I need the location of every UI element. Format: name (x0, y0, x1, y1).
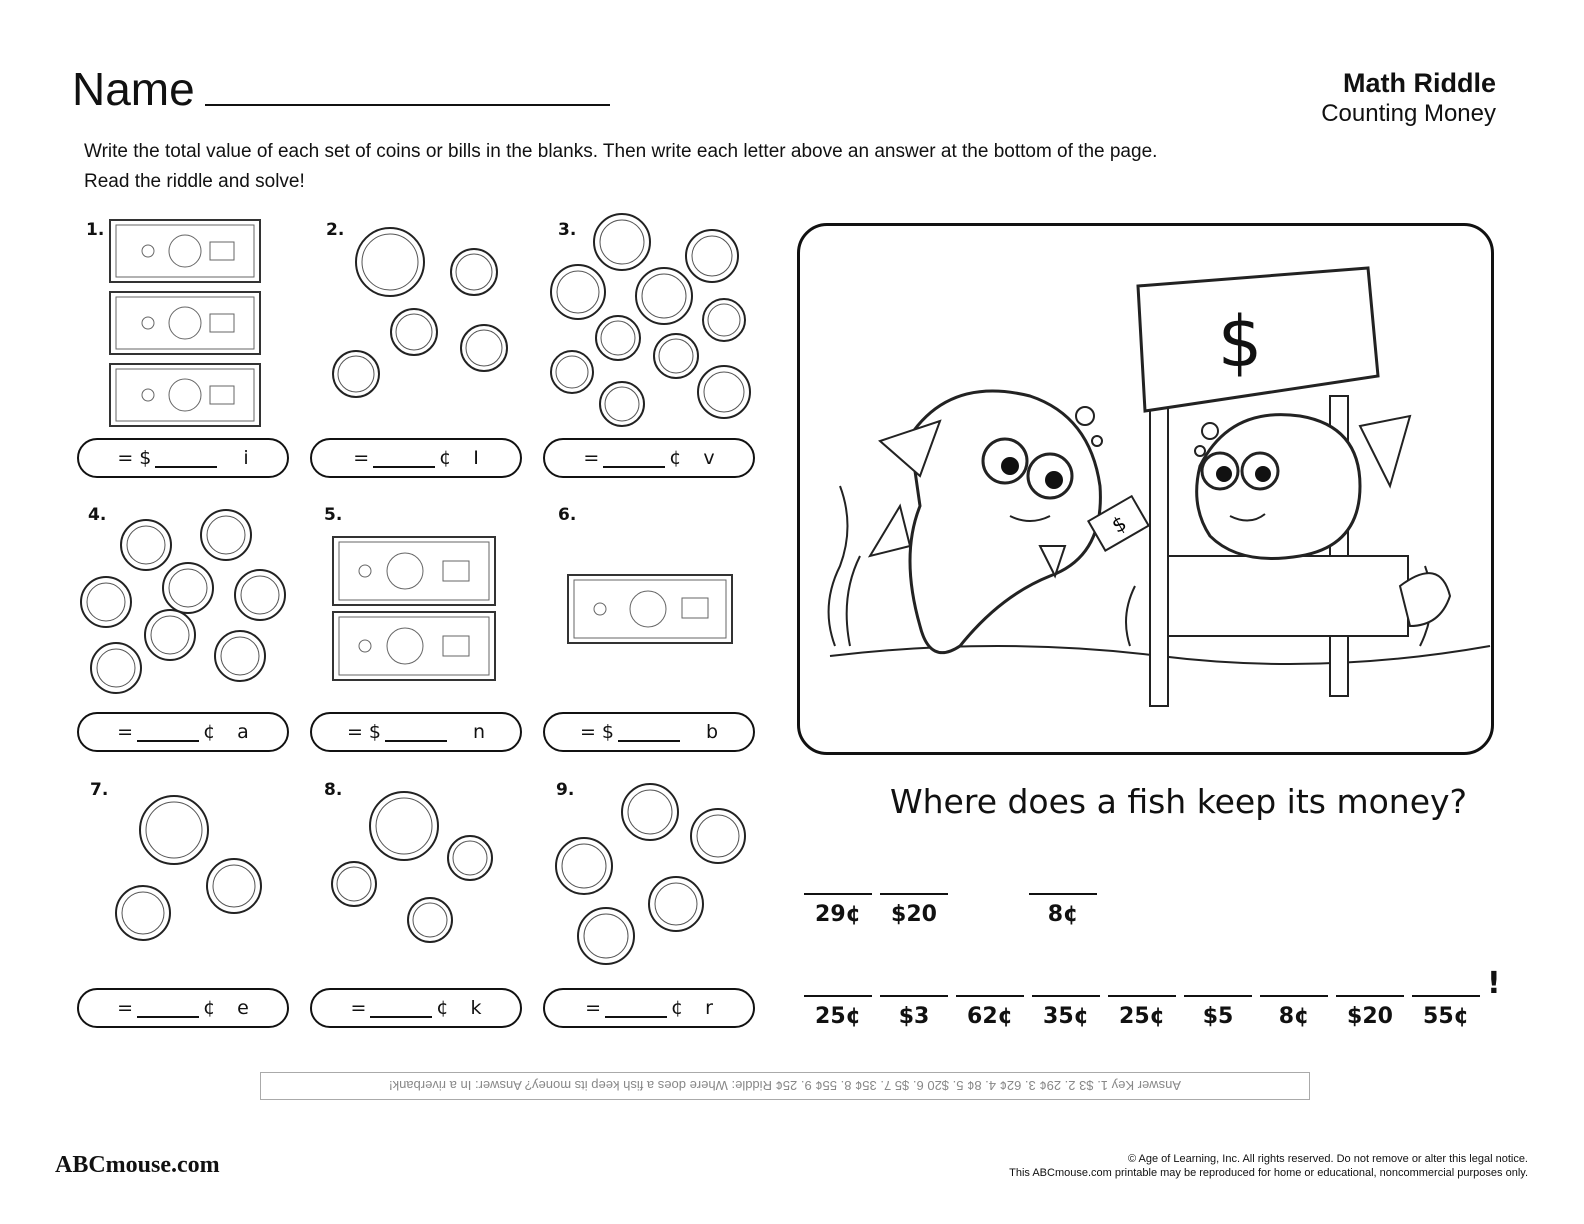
riddle-blank[interactable] (1412, 995, 1480, 997)
penny-coin-icon (600, 382, 644, 426)
bubble-icon (1195, 446, 1205, 456)
bubble-icon (1092, 436, 1102, 446)
seaweed-icon (1126, 586, 1135, 646)
money-artwork (0, 0, 780, 1000)
answer-blank[interactable] (373, 448, 435, 468)
ten-dollar-bill-icon (333, 537, 495, 605)
riddle-blank[interactable] (1260, 995, 1328, 997)
nickel-coin-icon (578, 908, 634, 964)
riddle-blank[interactable] (1336, 995, 1404, 997)
dollar-sign-icon: $ (1217, 301, 1263, 383)
svg-text:$: $ (1107, 510, 1131, 538)
fish-illustration-frame (797, 223, 1494, 755)
answer-blank[interactable] (385, 722, 447, 742)
nickel-coin-icon (622, 784, 678, 840)
penny-coin-icon (654, 334, 698, 378)
problem-number-2: 2. (326, 220, 345, 240)
bubble-icon (1202, 423, 1218, 439)
seaweed-icon (829, 486, 848, 646)
nickel-coin-icon (556, 838, 612, 894)
penny-coin-icon (163, 563, 213, 613)
answer-blank[interactable] (618, 722, 680, 742)
problem-number-9: 9. (556, 780, 575, 800)
problem-number-1: 1. (86, 220, 105, 240)
penny-coin-icon (121, 520, 171, 570)
riddle-blank[interactable] (804, 995, 872, 997)
instructions-line-2: Read the riddle and solve! (84, 171, 305, 192)
answer-box-6[interactable]: = $ b (543, 712, 755, 752)
instructions-line-1: Write the total value of each set of coins or bills in the blanks. Then write each letter above an answer at the bottom of the page. (84, 141, 1158, 162)
nickel-coin-icon (698, 366, 750, 418)
dime-coin-icon (703, 299, 745, 341)
quarter-coin-icon (370, 792, 438, 860)
penny-coin-icon (215, 631, 265, 681)
riddle-value: $3 (898, 1004, 930, 1029)
problem-number-8: 8. (324, 780, 343, 800)
legal-notice-2: This ABCmouse.com printable may be reproduced for home or educational, noncommercial purposes only. (1009, 1167, 1528, 1179)
riddle-value: 35¢ (1043, 1004, 1089, 1029)
riddle-value: $5 (1202, 1004, 1234, 1029)
dime-coin-icon (448, 836, 492, 880)
problem-number-4: 4. (88, 505, 107, 525)
nickel-coin-icon (594, 214, 650, 270)
penny-coin-icon (91, 643, 141, 693)
name-label: Name (72, 63, 195, 115)
penny-coin-icon (145, 610, 195, 660)
riddle-value: 8¢ (1047, 902, 1079, 927)
dime-coin-icon (408, 898, 452, 942)
riddle-blank[interactable] (1032, 995, 1100, 997)
nickel-coin-icon (116, 886, 170, 940)
answer-box-1[interactable]: = $ i (77, 438, 289, 478)
riddle-value: 25¢ (815, 1004, 861, 1029)
answer-box-9[interactable]: = ¢ r (543, 988, 755, 1028)
problem-number-3: 3. (558, 220, 577, 240)
riddle-blank[interactable] (880, 995, 948, 997)
answer-blank[interactable] (370, 998, 432, 1018)
worksheet-subtitle: Counting Money (1321, 100, 1496, 127)
riddle-blank[interactable] (1108, 995, 1176, 997)
answer-box-3[interactable]: = ¢ v (543, 438, 755, 478)
riddle-blank[interactable] (956, 995, 1024, 997)
nickel-coin-icon (551, 265, 605, 319)
penny-coin-icon (391, 309, 437, 355)
answer-box-2[interactable]: = ¢ I (310, 438, 522, 478)
penny-coin-icon (333, 351, 379, 397)
answer-blank[interactable] (137, 722, 199, 742)
penny-coin-icon (81, 577, 131, 627)
riddle-blank[interactable] (804, 893, 872, 895)
answer-box-7[interactable]: = ¢ e (77, 988, 289, 1028)
penny-coin-icon (201, 510, 251, 560)
bubble-icon (1076, 407, 1094, 425)
riddle-blank[interactable] (1029, 893, 1097, 895)
answer-blank[interactable] (155, 448, 217, 468)
riddle-blank[interactable] (880, 893, 948, 895)
answer-blank[interactable] (605, 998, 667, 1018)
worksheet-title: Math Riddle (1343, 68, 1496, 98)
fish-customer-icon (870, 391, 1100, 653)
quarter-coin-icon (140, 796, 208, 864)
penny-coin-icon (461, 325, 507, 371)
seaweed-icon (847, 556, 860, 646)
riddle-value: 8¢ (1278, 1004, 1310, 1029)
answer-key-upside-down: Answer Key 1. $3 2. 29¢ 3. 62¢ 4. 8¢ 5. $20 6. $5 7. 35¢ 8. 55¢ 9. 25¢ Riddle: Where does a fish keep its money? Answer: In a riverbank! (260, 1072, 1310, 1100)
riddle-value: 62¢ (967, 1004, 1013, 1029)
problem-number-5: 5. (324, 505, 343, 525)
one-dollar-bill-icon (110, 292, 260, 354)
nickel-coin-icon (686, 230, 738, 282)
one-dollar-bill-icon (110, 364, 260, 426)
riddle-value: $20 (891, 902, 937, 927)
nickel-coin-icon (691, 809, 745, 863)
penny-coin-icon (451, 249, 497, 295)
booth-post (1150, 366, 1168, 706)
riddle-question: Where does a fish keep its money? (890, 782, 1468, 821)
legal-notice-1: © Age of Learning, Inc. All rights reserved. Do not remove or alter this legal notice. (1127, 1153, 1528, 1165)
riddle-blank[interactable] (1184, 995, 1252, 997)
penny-coin-icon (596, 316, 640, 360)
penny-coin-icon (235, 570, 285, 620)
riddle-value: $20 (1347, 1004, 1393, 1029)
nickel-coin-icon (207, 859, 261, 913)
dime-coin-icon (332, 862, 376, 906)
problem-number-6: 6. (558, 505, 577, 525)
exclamation-mark: ! (1487, 966, 1501, 1001)
nickel-coin-icon (636, 268, 692, 324)
abcmouse-logo: ABCmouse.com (55, 1152, 220, 1178)
fish-bank-illustration (800, 226, 1491, 752)
booth-counter (1168, 556, 1408, 636)
answer-box-4[interactable]: = ¢ a (77, 712, 289, 752)
nickel-coin-icon (649, 877, 703, 931)
five-dollar-bill-icon (568, 575, 732, 643)
dime-coin-icon (551, 351, 593, 393)
problem-number-7: 7. (90, 780, 109, 800)
one-dollar-bill-icon (110, 220, 260, 282)
ten-dollar-bill-icon (333, 612, 495, 680)
riddle-value: 25¢ (1119, 1004, 1165, 1029)
riddle-value: 29¢ (815, 902, 861, 927)
answer-box-8[interactable]: = ¢ k (310, 988, 522, 1028)
answer-box-5[interactable]: = $ n (310, 712, 522, 752)
answer-blank[interactable] (137, 998, 199, 1018)
quarter-coin-icon (356, 228, 424, 296)
riddle-value: 55¢ (1423, 1004, 1469, 1029)
answer-blank[interactable] (603, 448, 665, 468)
